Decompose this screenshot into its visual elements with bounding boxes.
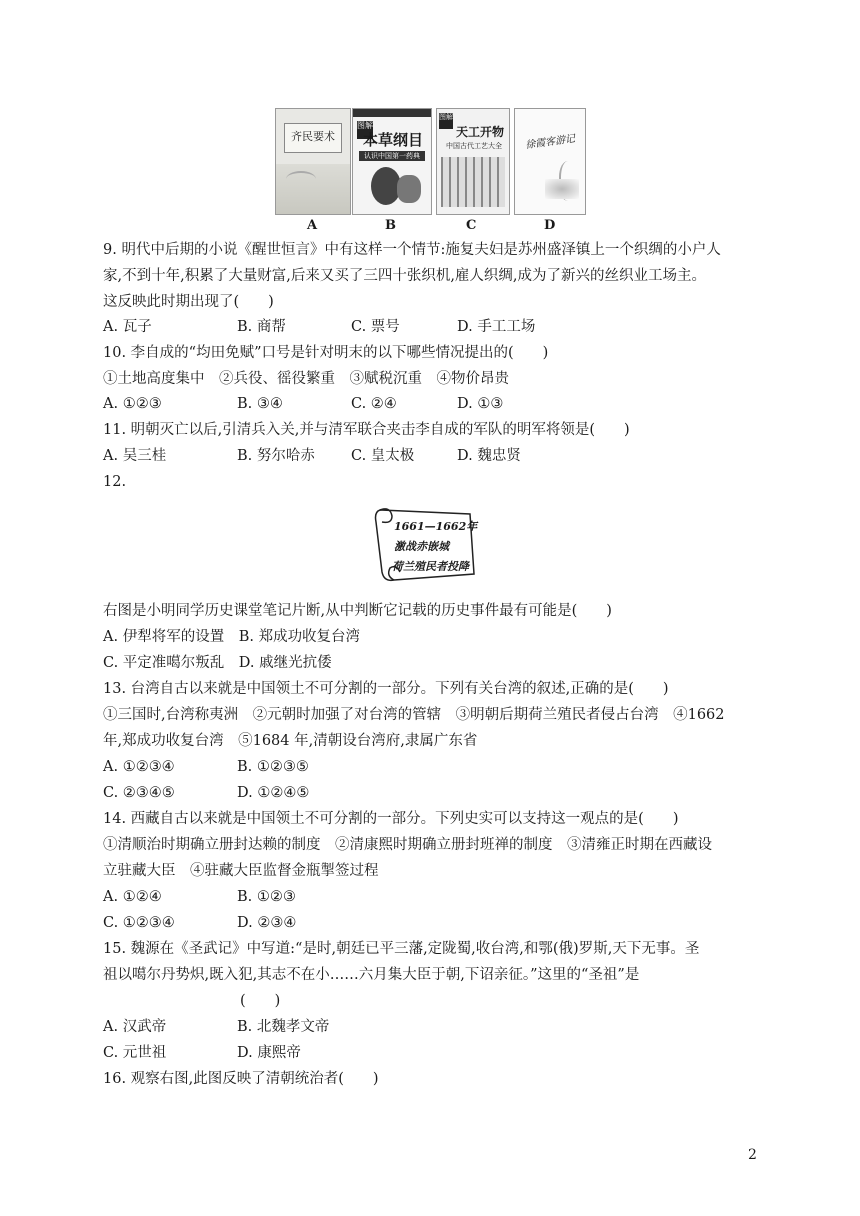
q15-options-row2 xyxy=(103,1043,703,1063)
q9-option-b[interactable]: B. 商帮 xyxy=(237,319,286,335)
q9-stem-line1: 9. 明代中后期的小说《醒世恒言》中有这样一个情节:施复夫妇是苏州盛泽镇上一个织绸的小户人 xyxy=(103,242,721,258)
q10-options xyxy=(103,394,703,414)
q15-option-a[interactable]: A. 汉武帝 xyxy=(103,1019,167,1035)
q10-option-b[interactable]: B. ③④ xyxy=(237,396,283,412)
book-badge: 图解 xyxy=(357,121,373,139)
q9-stem-line2: 家,不到十年,积累了大量财富,后来又买了三四十张织机,雇人织绸,成为了新兴的丝织业工场主。 xyxy=(103,268,707,284)
book-label-c: C xyxy=(466,218,477,233)
q15-option-b[interactable]: B. 北魏孝文帝 xyxy=(237,1019,330,1035)
book-cover-qiminyaoshu xyxy=(275,108,351,215)
q15-stem-line2: 祖以噶尔丹势炽,既入犯,其志不在小……六月集大臣于朝,下诏亲征。”这里的“圣祖”是 xyxy=(103,967,640,983)
q13-option-d[interactable]: D. ①②④⑤ xyxy=(237,785,310,801)
q15-stem-line3: ( ) xyxy=(240,993,281,1009)
q12-number: 12. xyxy=(103,474,127,490)
book-title: 本草纲目 xyxy=(362,131,423,149)
q14-options-row1 xyxy=(103,887,703,907)
book-subtitle: 认识中国第一药典 xyxy=(359,151,425,161)
q10-option-c[interactable]: C. ②④ xyxy=(351,396,397,412)
q13-stem-line1: 13. 台湾自古以来就是中国领土不可分割的一部分。下列有关台湾的叙述,正确的是( ) xyxy=(103,681,669,697)
q14-stem-line3: 立驻藏大臣 ④驻藏大臣监督金瓶掣签过程 xyxy=(103,863,379,879)
book-label-b: B xyxy=(385,218,396,233)
book-cover-tiangongkaiwu xyxy=(436,108,510,215)
q9-option-c[interactable]: C. 票号 xyxy=(351,319,400,335)
q16-stem-line1: 16. 观察右图,此图反映了清朝统治者( ) xyxy=(103,1071,379,1087)
book-subtitle: 中国古代工艺大全 xyxy=(446,142,502,150)
q13-stem-line3: 年,郑成功收复台湾 ⑤1684 年,清朝设台湾府,隶属广东省 xyxy=(103,733,478,749)
q11-options xyxy=(103,446,703,466)
book-label-a: A xyxy=(307,218,318,233)
book-label-d: D xyxy=(544,218,556,233)
q14-option-c[interactable]: C. ①②③④ xyxy=(103,915,175,931)
q13-option-b[interactable]: B. ①②③⑤ xyxy=(237,759,309,775)
page-number: 2 xyxy=(748,1147,757,1163)
q9-option-d[interactable]: D. 手工工场 xyxy=(457,319,536,335)
q14-option-a[interactable]: A. ①②④ xyxy=(103,889,162,905)
q10-option-a[interactable]: A. ①②③ xyxy=(103,396,162,412)
q14-stem-line2: ①清顺治时期确立册封达赖的制度 ②清康熙时期确立册封班禅的制度 ③清雍正时期在西藏设 xyxy=(103,837,712,853)
book-title: 齐民要术 xyxy=(284,123,342,153)
q9-options xyxy=(103,317,703,337)
q11-option-d[interactable]: D. 魏忠贤 xyxy=(457,448,521,464)
scroll-line-2: 激战赤嵌城 xyxy=(394,540,449,553)
book-cover-xuxiakeyouji xyxy=(514,108,586,215)
q9-stem-line3: 这反映此时期出现了( ) xyxy=(103,294,274,310)
q12-options-row1[interactable]: A. 伊犁将军的设置 B. 郑成功收复台湾 xyxy=(103,629,361,645)
q10-stem-line2: ①土地高度集中 ②兵役、徭役繁重 ③赋税沉重 ④物价昂贵 xyxy=(103,371,509,387)
q11-stem-line1: 11. 明朝灭亡以后,引清兵入关,并与清军联合夹击李自成的军队的明军将领是( ) xyxy=(103,422,630,438)
q10-stem-line1: 10. 李自成的“均田免赋”口号是针对明末的以下哪些情况提出的( ) xyxy=(103,345,549,361)
q15-options-row1 xyxy=(103,1017,703,1037)
q13-options-row1 xyxy=(103,757,703,777)
q15-option-c[interactable]: C. 元世祖 xyxy=(103,1045,167,1061)
q15-stem-line1: 15. 魏源在《圣武记》中写道:“是时,朝廷已平三藩,定陇蜀,收台湾,和鄂(俄)罗斯,天下无事。圣 xyxy=(103,941,700,957)
q14-option-b[interactable]: B. ①②③ xyxy=(237,889,296,905)
scroll-line-1: 1661—1662年 xyxy=(394,520,478,533)
q13-option-a[interactable]: A. ①②③④ xyxy=(103,759,175,775)
book-badge: 图解 xyxy=(439,113,453,129)
q10-option-d[interactable]: D. ①③ xyxy=(457,396,504,412)
scroll-line-3: 荷兰殖民者投降 xyxy=(392,560,469,573)
book-covers-figure xyxy=(270,108,590,233)
q13-options-row2 xyxy=(103,783,703,803)
q12-options-row2[interactable]: C. 平定准噶尔叛乱 D. 戚继光抗倭 xyxy=(103,655,332,671)
q11-option-a[interactable]: A. 吴三桂 xyxy=(103,448,167,464)
book-title: 徐霞客游记 xyxy=(524,133,576,152)
q13-stem-line2: ①三国时,台湾称夷洲 ②元朝时加强了对台湾的管辖 ③明朝后期荷兰殖民者侵占台湾 ④1662 xyxy=(103,707,725,723)
q9-option-a[interactable]: A. 瓦子 xyxy=(103,319,152,335)
q11-option-b[interactable]: B. 努尔哈赤 xyxy=(237,448,315,464)
notes-scroll-figure xyxy=(370,502,480,586)
book-cover-bencaogangmu xyxy=(352,108,432,215)
q14-stem-line1: 14. 西藏自古以来就是中国领土不可分割的一部分。下列史实可以支持这一观点的是( ) xyxy=(103,811,679,827)
q14-option-d[interactable]: D. ②③④ xyxy=(237,915,297,931)
q12-stem-line: 右图是小明同学历史课堂笔记片断,从中判断它记载的历史事件最有可能是( ) xyxy=(103,603,612,619)
q13-option-c[interactable]: C. ②③④⑤ xyxy=(103,785,175,801)
q14-options-row2 xyxy=(103,913,703,933)
book-title: 天工开物 xyxy=(455,125,504,139)
q15-option-d[interactable]: D. 康熙帝 xyxy=(237,1045,301,1061)
q11-option-c[interactable]: C. 皇太极 xyxy=(351,448,415,464)
